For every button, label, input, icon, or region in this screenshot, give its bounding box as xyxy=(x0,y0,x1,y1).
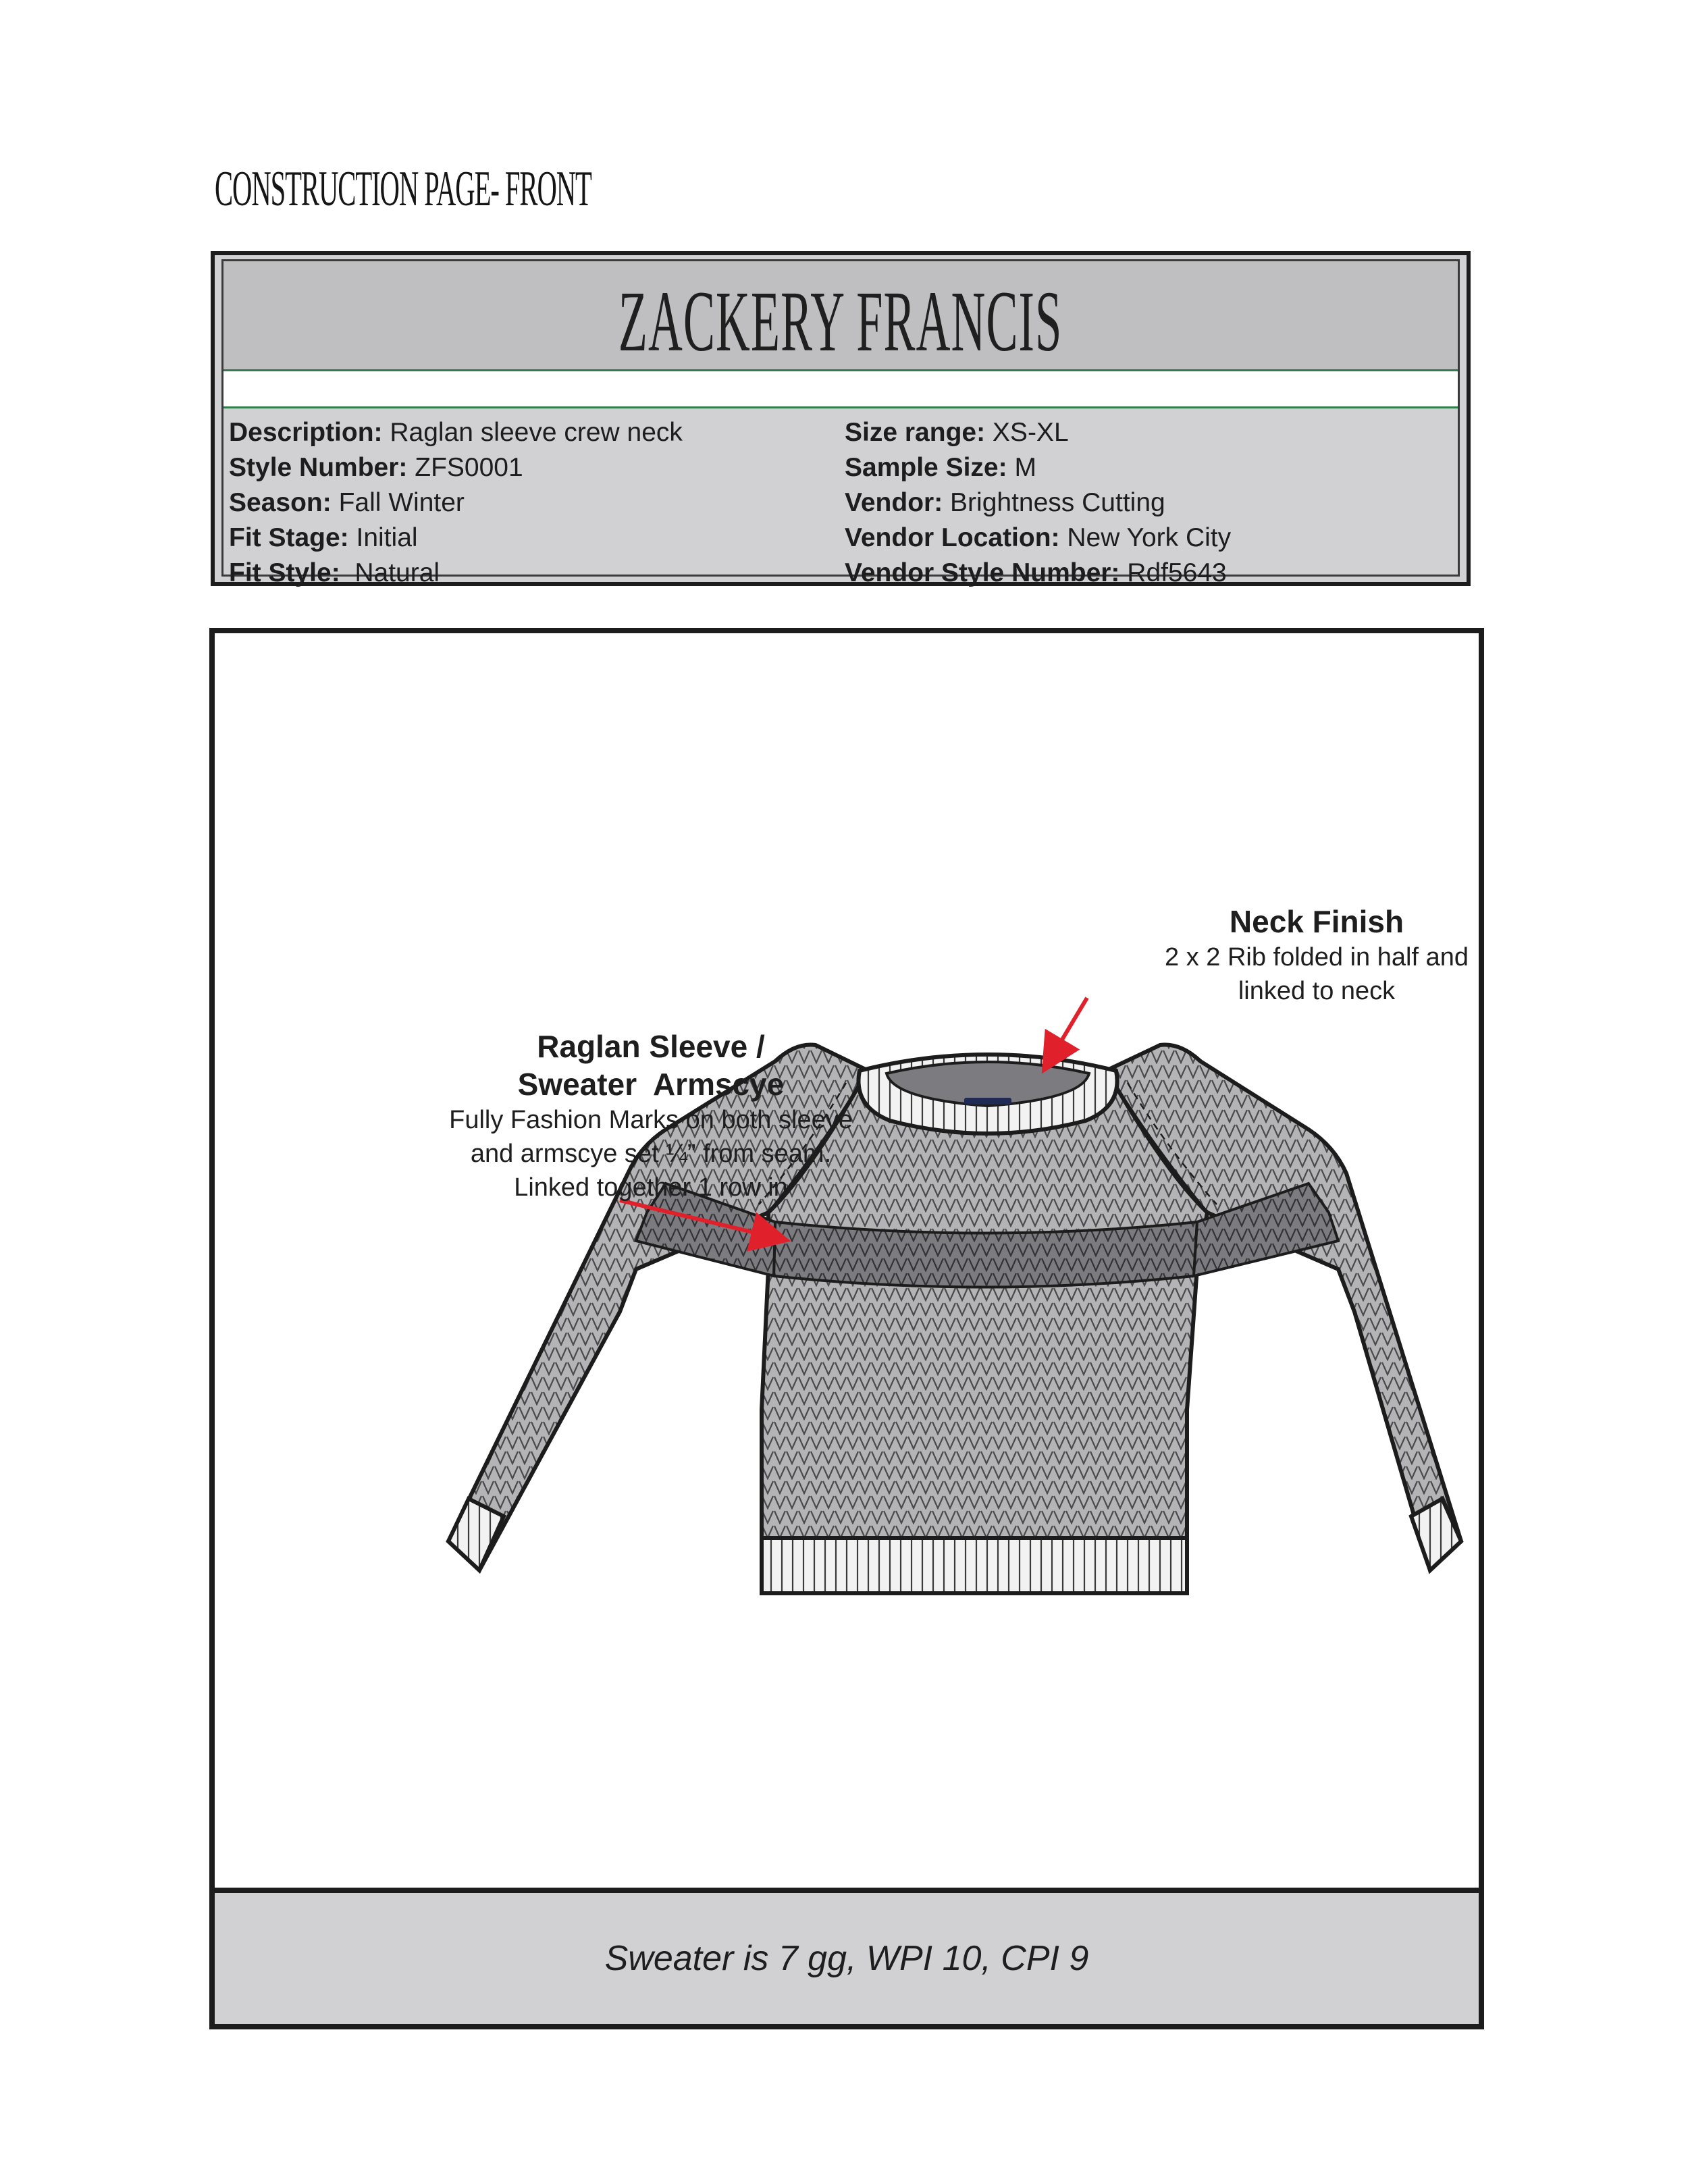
info-value: Rdf5643 xyxy=(1127,558,1227,587)
info-vendor-style-number xyxy=(845,556,1231,591)
info-fit-stage xyxy=(229,521,683,556)
info-style-number xyxy=(229,450,683,485)
brand-name: ZACKERY FRANCIS xyxy=(618,273,1063,369)
info-label: Vendor: xyxy=(845,488,943,517)
raglan-line: and armscye set ¼” from seam. xyxy=(470,1140,832,1168)
info-value: ZFS0001 xyxy=(415,453,523,482)
raglan-line: Linked together 1 row in xyxy=(514,1173,788,1202)
info-label: Vendor Style Number: xyxy=(845,558,1120,587)
info-label: Description: xyxy=(229,418,383,447)
info-description xyxy=(229,415,683,450)
neck-finish-line: linked to neck xyxy=(1238,977,1396,1005)
info-value: Brightness Cutting xyxy=(950,488,1165,517)
info-value: M xyxy=(1014,453,1036,482)
info-label: Fit Stage: xyxy=(229,523,349,552)
info-label: Style Number: xyxy=(229,453,408,482)
spec-header xyxy=(211,251,1471,586)
info-value: New York City xyxy=(1067,523,1232,552)
info-label: Size range: xyxy=(845,418,986,447)
info-season xyxy=(229,485,683,521)
drawing-area xyxy=(215,633,1479,1893)
info-label: Vendor Location: xyxy=(845,523,1060,552)
footer-note-band xyxy=(215,1888,1479,2024)
sweater-flat-sketch xyxy=(215,633,1479,1893)
waistband-rib xyxy=(762,1538,1187,1593)
info-value: Initial xyxy=(356,523,418,552)
neck-tape xyxy=(964,1098,1011,1104)
info-vendor xyxy=(845,485,1231,521)
drawing-frame xyxy=(209,628,1484,2029)
header-divider-strip xyxy=(223,369,1458,408)
raglan-title: Sweater Armscye xyxy=(517,1067,785,1102)
info-label: Season: xyxy=(229,488,332,517)
info-value: Raglan sleeve crew neck xyxy=(390,418,683,447)
info-value: Fall Winter xyxy=(338,488,465,517)
info-fit-style xyxy=(229,556,683,591)
info-column-right xyxy=(845,415,1231,591)
info-sample-size xyxy=(845,450,1231,485)
neck-finish-line: 2 x 2 Rib folded in half and xyxy=(1165,943,1469,971)
raglan-title: Raglan Sleeve / xyxy=(537,1029,765,1064)
spec-header-inner xyxy=(221,259,1460,587)
footer-note: Sweater is 7 gg, WPI 10, CPI 9 xyxy=(604,1939,1089,1978)
info-value: XS-XL xyxy=(992,418,1069,447)
info-label: Fit Style: xyxy=(229,558,340,587)
brand-band xyxy=(223,261,1458,369)
neck-finish-title: Neck Finish xyxy=(1229,904,1404,939)
info-label: Sample Size: xyxy=(845,453,1007,482)
info-value: Natural xyxy=(347,558,440,587)
info-size-range xyxy=(845,415,1231,450)
info-column-left xyxy=(229,415,683,591)
info-vendor-location xyxy=(845,521,1231,556)
raglan-line: Fully Fashion Marks on both sleeve xyxy=(449,1106,853,1134)
raglan-callout xyxy=(347,1028,955,1204)
neck-finish-callout xyxy=(1013,903,1620,1008)
page-title: CONSTRUCTION PAGE- FRONT xyxy=(215,161,591,217)
